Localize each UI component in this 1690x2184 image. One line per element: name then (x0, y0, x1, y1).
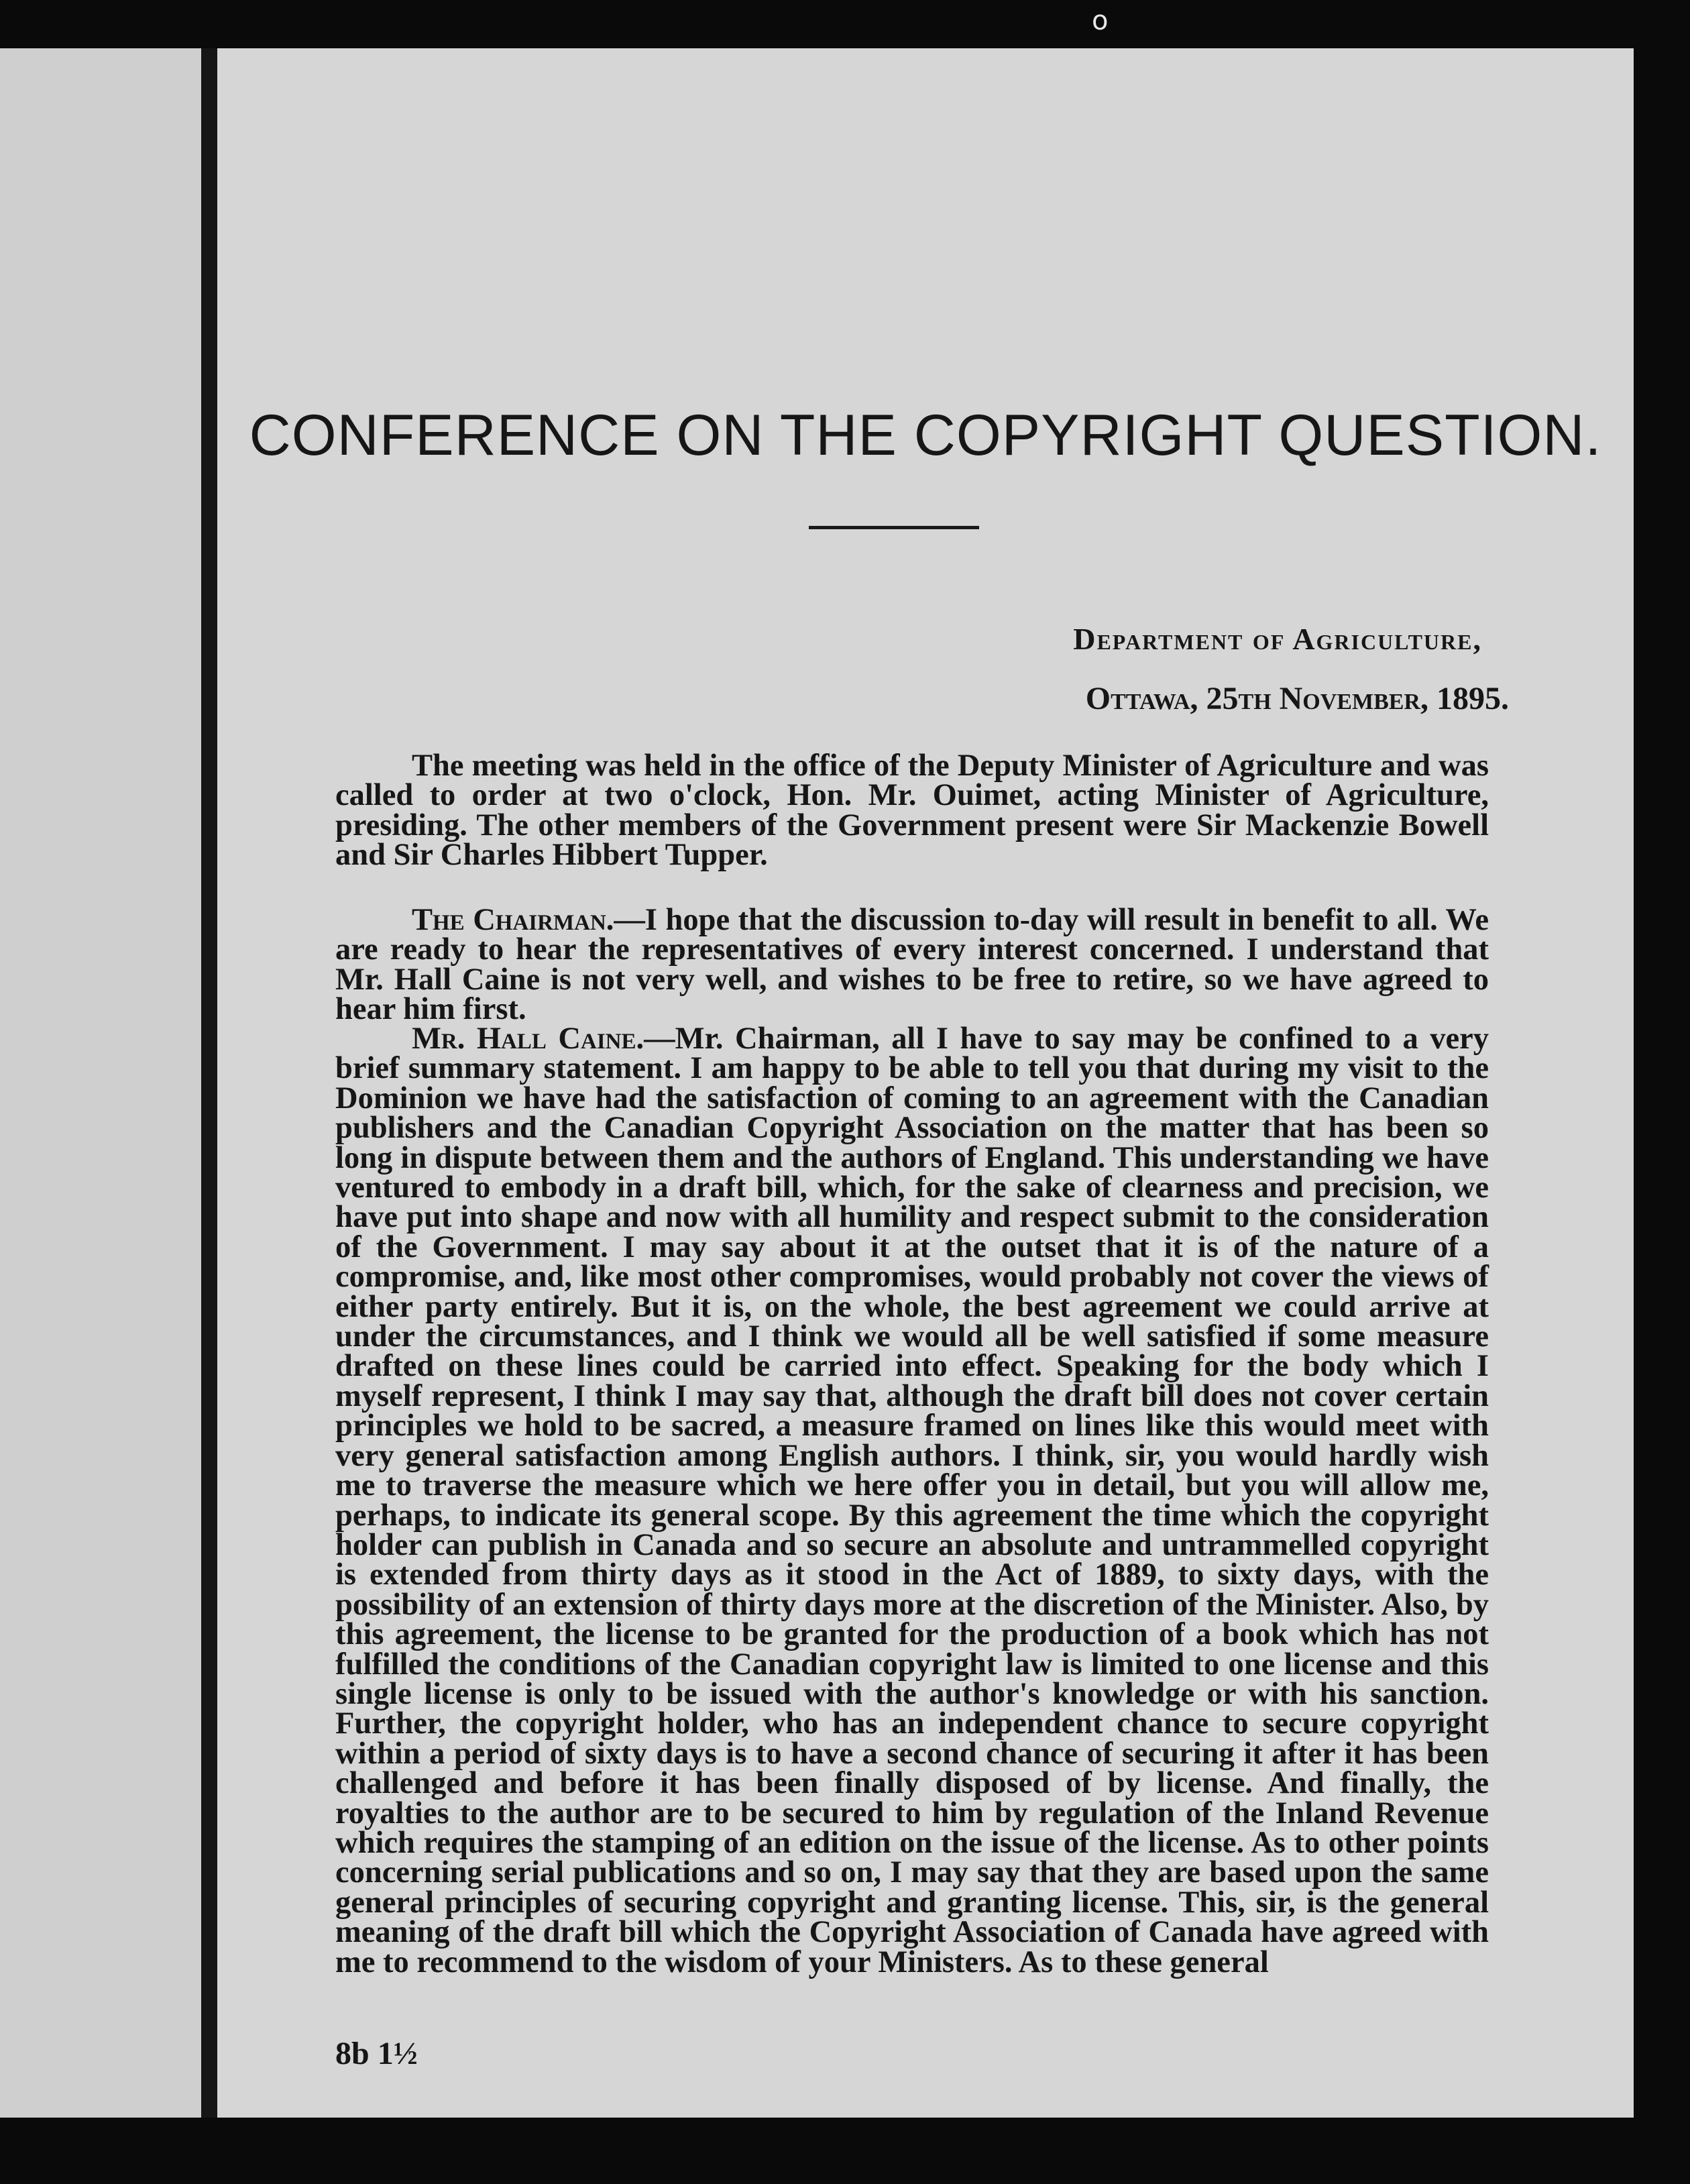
paragraph-opening (335, 751, 1489, 871)
dateline-place-date-text: Ottawa, 25th November, 1895. (1085, 681, 1509, 716)
paragraph-chairman (335, 903, 1489, 1027)
chairman-remarks: —I hope that the discussion to-day will result in benefit to all. We are ready to hear the representatives of every interest concerned. I understand that Mr. Hall Caine is not very well, and wishes to be free to retire, so we have agreed to hear him first. (335, 903, 1489, 1027)
paragraph-hall-caine (335, 1024, 1489, 1977)
facing-page-edge (0, 48, 201, 2118)
speaker-chairman: The Chairman. (412, 903, 614, 937)
paragraph-chairman-text (335, 903, 1489, 1027)
speaker-hall-caine: Mr. Hall Caine. (412, 1022, 644, 1056)
document-page (217, 48, 1634, 2118)
paragraph-opening-text: The meeting was held in the office of the Deputy Minister of Agriculture and was called to order at two o'clock, Hon. Mr. Ouimet, acting Minister of Agriculture, presiding. The other members of the Government present were Sir Mackenzie Bowell and Sir Charles Hibbert Tupper. (335, 749, 1489, 873)
hall-caine-remarks: —Mr. Chairman, all I have to say may be confined to a very brief summary statement. I am happy to be able to tell you that during my visit to the Dominion we have had the satisfaction of coming to an agreement with the Canadian publishers and the Canadian Copyright Association on the matter that has been so long in dispute between them and the authors of England. This understanding we have ventured to embody in a draft bill, which, for the sake of clearness and precision, we have put into shape and now with all humility and respect submit to the consideration of the Government. I may say about it at the outset that it is of the nature of a compromise, and, like most other compromises, would probably not cover the views of either party entirely. But it is, on the whole, the best agreement we could arrive at under the circumstances, and I think we would all be well satisfied if some measure drafted on these lines could be carried into effect. Speaking for the body which I myself represent, I think I may say that, although the draft bill does not cover certain principles we hold to be sacred, a measure framed on lines like this would meet with very general satisfaction among English authors. I think, sir, you would hardly wish me to traverse the measure which we here offer you in detail, but you will allow me, perhaps, to indicate its general scope. By this agreement the time which the copyright holder can publish in Canada and so secure an absolute and untrammelled copyright is extended from thirty days as it stood in the Act of 1889, to sixty days, with the possibility of an extension of thirty days more at the discretion of the Minister. Also, by this agreement, the license to be granted for the production of a book which has not fulfilled the conditions of the Canadian copyright law is limited to one license and this single license is only to be issued with the author's knowledge or with his sanction. Further, the copyright holder, who has an independent chance to secure copyright within a period of sixty days is to have a second chance of securing it after it has been challenged and before it has been finally disposed of by license. And finally, the royalties to the author are to be secured to him by regulation of the Inland Revenue which requires the stamping of an edition on the issue of the license. As to other points concerning serial publications and so on, I may say that they are based upon the same general principles of securing copyright and granting license. This, sir, is the general meaning of the draft bill which the Copyright Association of Canada have agreed with me to recommend to the wisdom of your Ministers. As to these general (335, 1022, 1489, 1979)
dateline-department: Department of Agriculture, (1073, 622, 1482, 656)
page-title: CONFERENCE ON THE COPYRIGHT QUESTION. (249, 403, 1602, 468)
book-gutter (201, 48, 217, 2118)
signature-mark: 8b 1½ (335, 2036, 418, 2071)
top-mark: o (1092, 5, 1109, 36)
dateline-place-date (1086, 680, 1509, 717)
paragraph-hall-caine-text (335, 1024, 1489, 1977)
title-rule (809, 526, 979, 529)
